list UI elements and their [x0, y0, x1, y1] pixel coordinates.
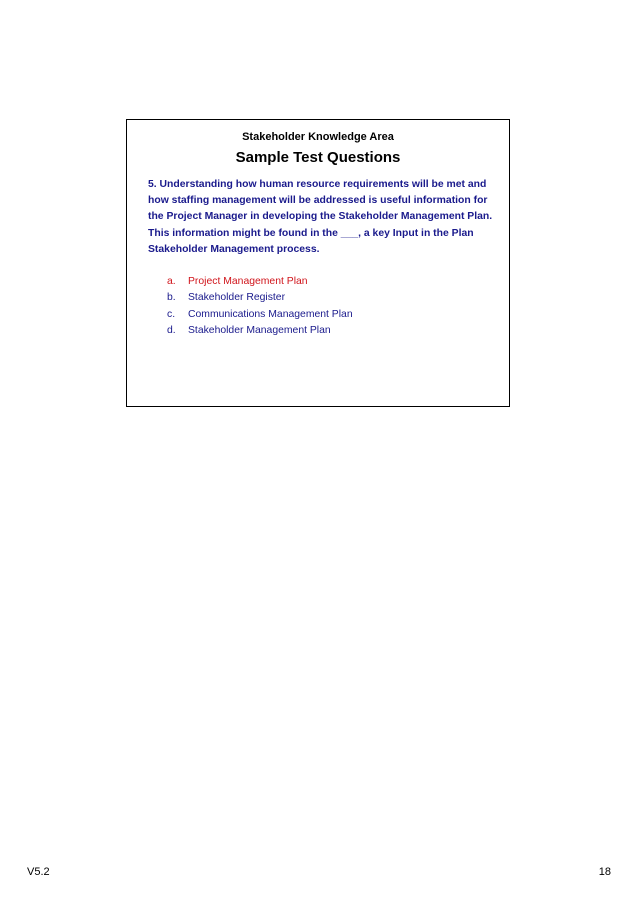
answer-text: Stakeholder Management Plan — [188, 324, 331, 336]
page-number: 18 — [598, 866, 611, 878]
slide-frame — [126, 119, 510, 407]
answer-letter: c. — [167, 308, 176, 320]
answer-text: Stakeholder Register — [188, 292, 286, 304]
answer-option-d — [167, 323, 353, 339]
answer-letter: b. — [167, 292, 176, 304]
answer-text: Communications Management Plan — [188, 308, 353, 320]
answer-letter: d. — [167, 324, 176, 336]
answer-option-a — [167, 274, 353, 290]
answer-list — [167, 274, 353, 339]
answer-text: Project Management Plan — [188, 276, 308, 287]
version-label: V5.2 — [27, 866, 50, 878]
answer-letter: a. — [167, 276, 176, 287]
answer-option-c — [167, 307, 353, 323]
slide-title: Sample Test Questions — [235, 149, 401, 166]
question-text: 5. Understanding how human resource requirements will be met and how staffing management will be addressed is useful information for the Project Manager in developing the Stakeholder Management Plan. This information might be found in the ___, a key Input in the Plan Stakeholder Management process. — [148, 179, 493, 255]
slide-kicker: Stakeholder Knowledge Area — [242, 131, 394, 143]
answer-option-b — [167, 290, 353, 306]
